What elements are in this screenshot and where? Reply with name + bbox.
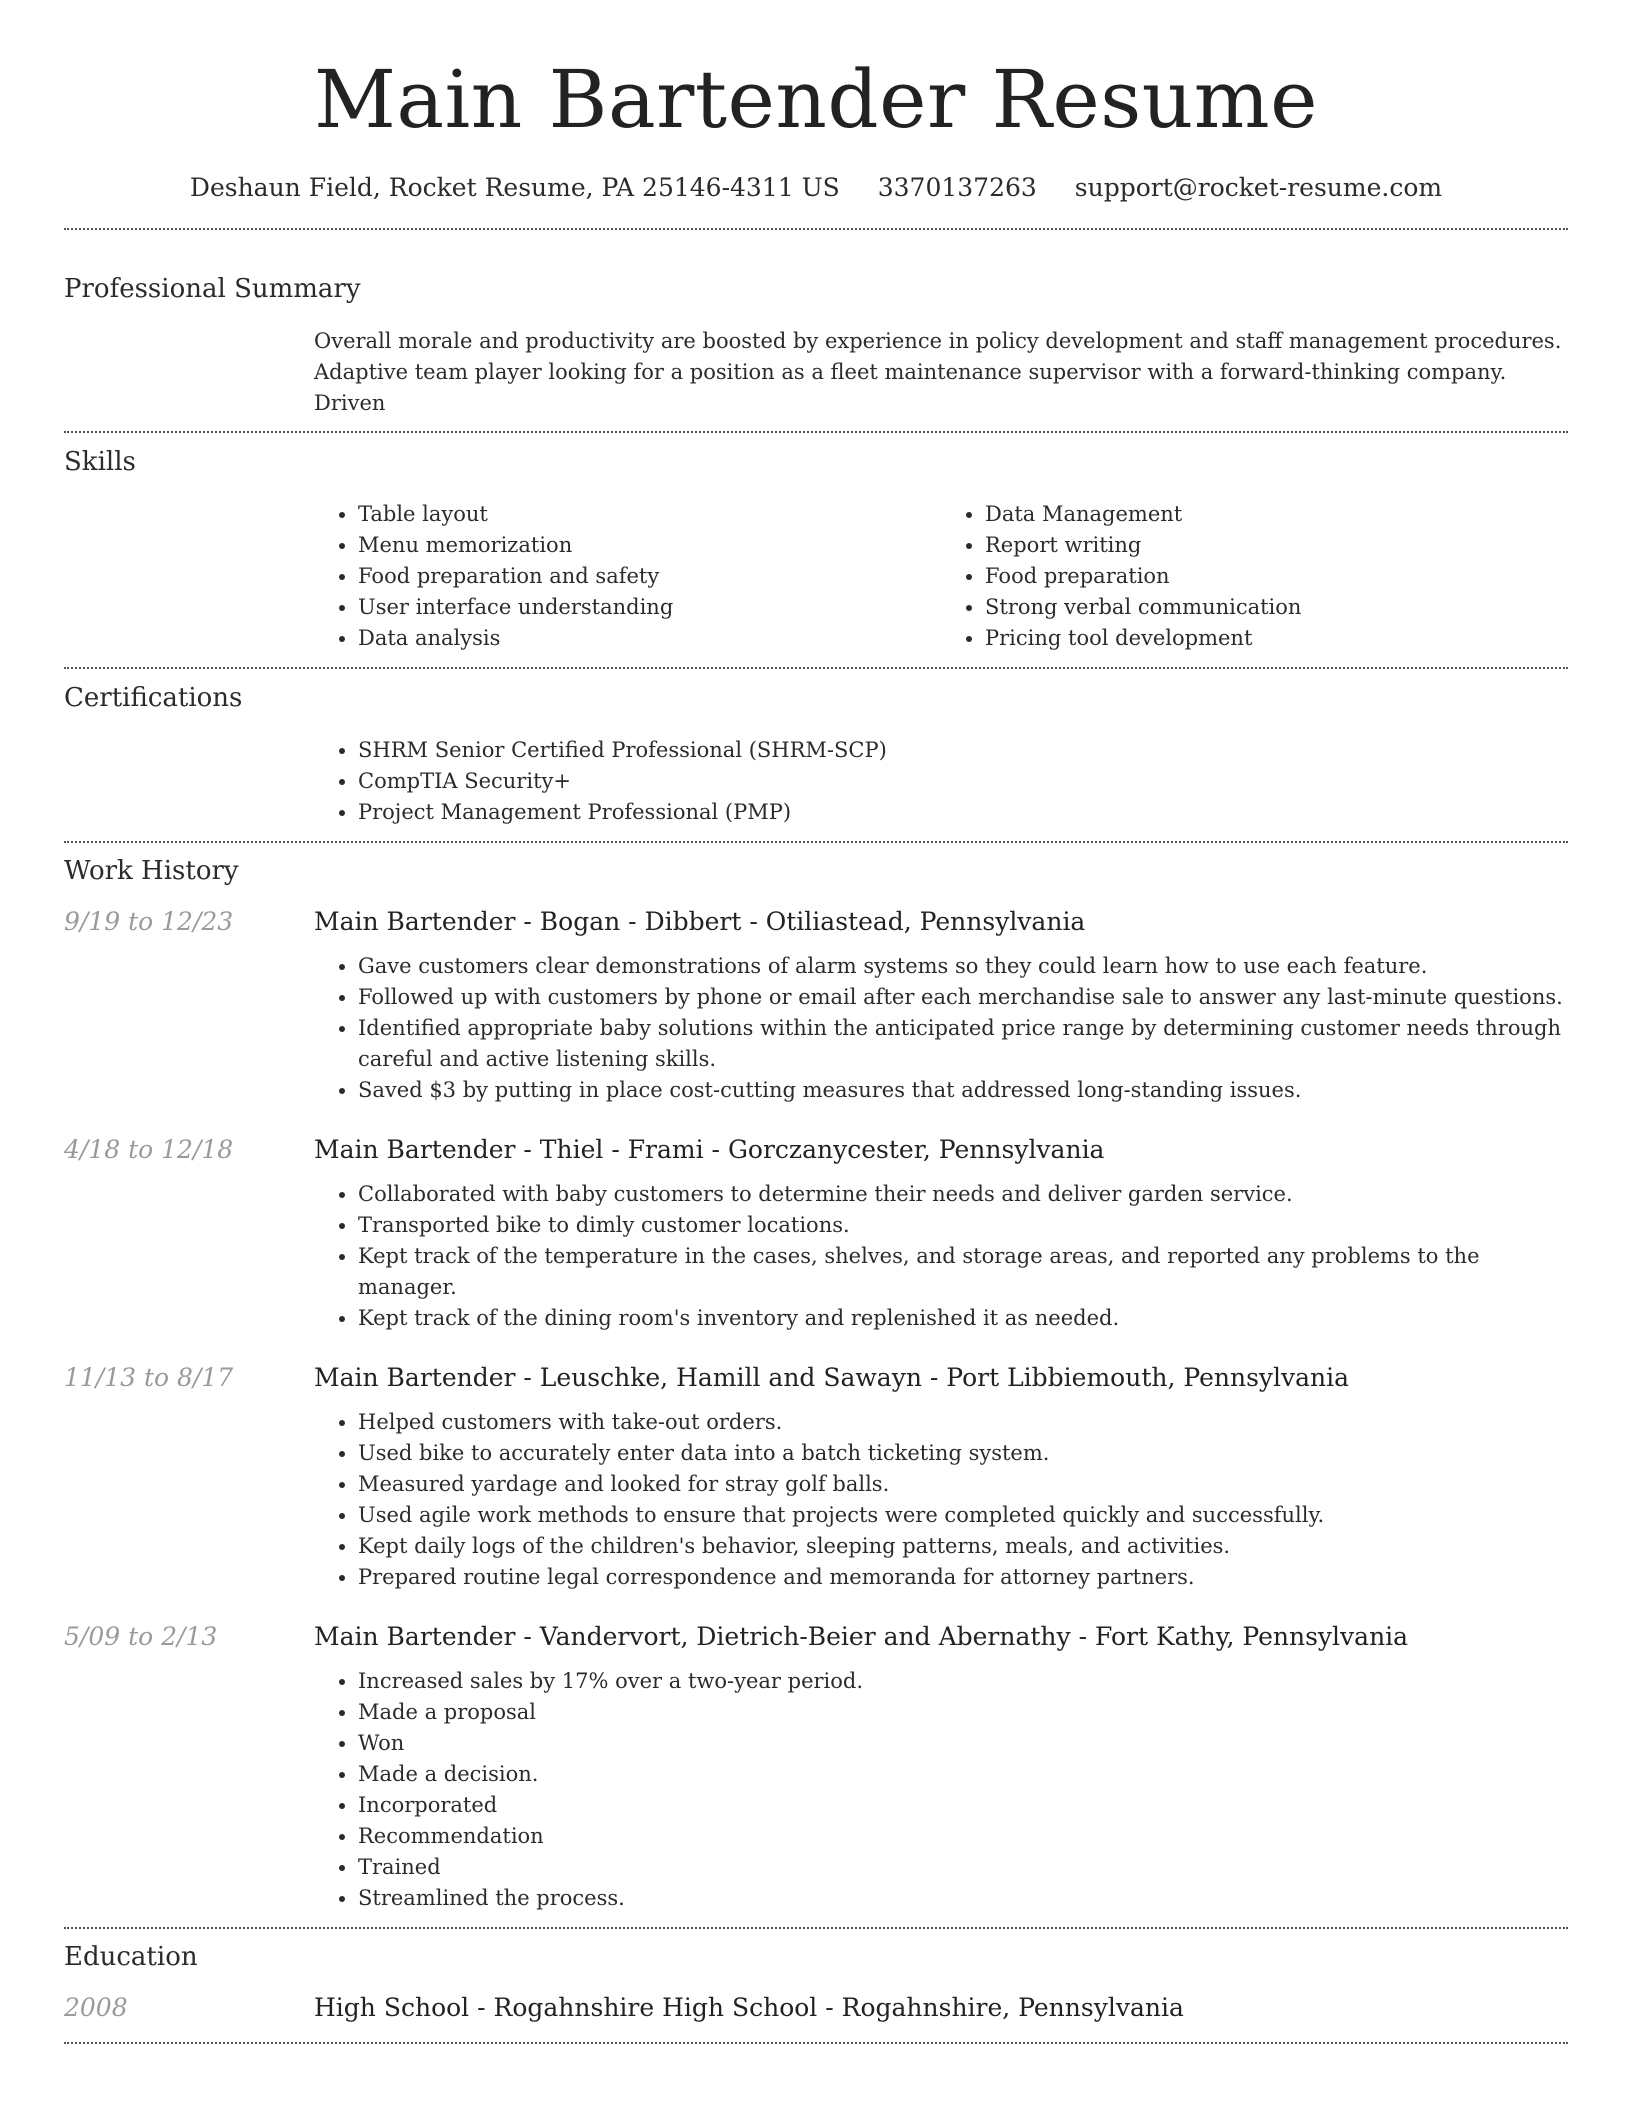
job-dates: 11/13 to 8/17 bbox=[64, 1363, 234, 1392]
certifications-heading: Certifications bbox=[64, 683, 243, 713]
job-dates: 5/09 to 2/13 bbox=[64, 1622, 218, 1651]
job-entry bbox=[64, 1134, 1568, 1334]
job-dates: 9/19 to 12/23 bbox=[64, 907, 234, 936]
skills-column-left bbox=[314, 499, 941, 654]
job-bullet: • Trained bbox=[358, 1852, 1568, 1883]
summary-heading: Professional Summary bbox=[64, 274, 361, 304]
skill-item: • Strong verbal communication bbox=[985, 592, 1568, 623]
skill-item: • Food preparation bbox=[985, 561, 1568, 592]
work-heading: Work History bbox=[64, 856, 239, 886]
education-entry bbox=[64, 1992, 1568, 2024]
summary-line: Adaptive team player looking for a position as a fleet maintenance supervisor with a forward-thinking company. Driven bbox=[314, 360, 1507, 415]
job-bullet: • Followed up with customers by phone or email after each merchandise sale to answer any last-minute questions. bbox=[358, 982, 1568, 1013]
contact-email: support@rocket-resume.com bbox=[1074, 173, 1443, 202]
job-bullet: • Used bike to accurately enter data into a batch ticketing system. bbox=[358, 1438, 1568, 1469]
job-bullet: • Incorporated bbox=[358, 1790, 1568, 1821]
job-bullet: • Recommendation bbox=[358, 1821, 1568, 1852]
contact-phone: 3370137263 bbox=[877, 173, 1037, 202]
job-bullet: • Increased sales by 17% over a two-year period. bbox=[358, 1666, 1568, 1697]
section-divider bbox=[64, 431, 1568, 433]
resume-page bbox=[64, 0, 1568, 2044]
certification-item: • CompTIA Security+ bbox=[358, 766, 1568, 797]
skill-item: • Data Management bbox=[985, 499, 1568, 530]
job-bullet: • Made a decision. bbox=[358, 1759, 1568, 1790]
job-title: Main Bartender - Leuschke, Hamill and Sawayn - Port Libbiemouth, Pennsylvania bbox=[314, 1363, 1350, 1392]
contact-line bbox=[64, 172, 1568, 204]
skill-item: • Menu memorization bbox=[358, 530, 941, 561]
job-bullet: • Identified appropriate baby solutions within the anticipated price range by determining customer needs through careful and active listening skills. bbox=[358, 1013, 1568, 1075]
job-bullet: • Used agile work methods to ensure that projects were completed quickly and successfully. bbox=[358, 1500, 1568, 1531]
job-bullet: • Helped customers with take-out orders. bbox=[358, 1407, 1568, 1438]
section-divider bbox=[64, 841, 1568, 843]
education-heading: Education bbox=[64, 1942, 198, 1972]
summary-text bbox=[314, 326, 1568, 419]
job-entry bbox=[64, 1362, 1568, 1593]
job-bullet: • Kept daily logs of the children's behavior, sleeping patterns, meals, and activities. bbox=[358, 1531, 1568, 1562]
job-bullet: • Made a proposal bbox=[358, 1697, 1568, 1728]
skills-list bbox=[314, 499, 1568, 654]
education-title: High School - Rogahnshire High School - Rogahnshire, Pennsylvania bbox=[314, 1993, 1184, 2022]
job-entry bbox=[64, 1621, 1568, 1914]
job-bullet: • Kept track of the temperature in the cases, shelves, and storage areas, and reported any problems to the manager. bbox=[358, 1241, 1568, 1303]
job-bullets bbox=[314, 951, 1568, 1106]
job-bullets bbox=[314, 1666, 1568, 1914]
job-bullet: • Measured yardage and looked for stray golf balls. bbox=[358, 1469, 1568, 1500]
job-bullets bbox=[314, 1407, 1568, 1593]
skill-item: • Report writing bbox=[985, 530, 1568, 561]
job-title: Main Bartender - Thiel - Frami - Gorczanycester, Pennsylvania bbox=[314, 1135, 1105, 1164]
summary-line: Overall morale and productivity are boosted by experience in policy development and staff management procedures. bbox=[314, 329, 1562, 353]
certification-item: • SHRM Senior Certified Professional (SHRM-SCP) bbox=[358, 735, 1568, 766]
skill-item: • Food preparation and safety bbox=[358, 561, 941, 592]
job-dates: 4/18 to 12/18 bbox=[64, 1135, 234, 1164]
skill-item: • Table layout bbox=[358, 499, 941, 530]
certification-item: • Project Management Professional (PMP) bbox=[358, 797, 1568, 828]
skill-item: • Pricing tool development bbox=[985, 623, 1568, 654]
contact-address: Deshaun Field, Rocket Resume, PA 25146-4311 US bbox=[189, 173, 840, 202]
resume-title: Main Bartender Resume bbox=[314, 53, 1318, 146]
skills-heading: Skills bbox=[64, 447, 136, 477]
job-bullet: • Won bbox=[358, 1728, 1568, 1759]
job-bullet: • Kept track of the dining room's inventory and replenished it as needed. bbox=[358, 1303, 1568, 1334]
section-divider bbox=[64, 2042, 1568, 2044]
skills-column-right bbox=[941, 499, 1568, 654]
section-divider bbox=[64, 667, 1568, 669]
job-bullet: • Saved $3 by putting in place cost-cutting measures that addressed long-standing issues. bbox=[358, 1075, 1568, 1106]
job-bullet: • Collaborated with baby customers to determine their needs and deliver garden service. bbox=[358, 1179, 1568, 1210]
job-title: Main Bartender - Vandervort, Dietrich-Beier and Abernathy - Fort Kathy, Pennsylvania bbox=[314, 1622, 1409, 1651]
job-bullet: • Gave customers clear demonstrations of alarm systems so they could learn how to use each feature. bbox=[358, 951, 1568, 982]
skill-item: • Data analysis bbox=[358, 623, 941, 654]
section-divider bbox=[64, 228, 1568, 230]
job-bullet: • Streamlined the process. bbox=[358, 1883, 1568, 1914]
education-dates: 2008 bbox=[64, 1993, 128, 2022]
job-bullet: • Transported bike to dimly customer locations. bbox=[358, 1210, 1568, 1241]
certifications-list bbox=[314, 735, 1568, 828]
job-bullets bbox=[314, 1179, 1568, 1334]
skill-item: • User interface understanding bbox=[358, 592, 941, 623]
section-divider bbox=[64, 1927, 1568, 1929]
job-bullet: • Prepared routine legal correspondence and memoranda for attorney partners. bbox=[358, 1562, 1568, 1593]
job-entry bbox=[64, 906, 1568, 1106]
job-title: Main Bartender - Bogan - Dibbert - Otiliastead, Pennsylvania bbox=[314, 907, 1086, 936]
